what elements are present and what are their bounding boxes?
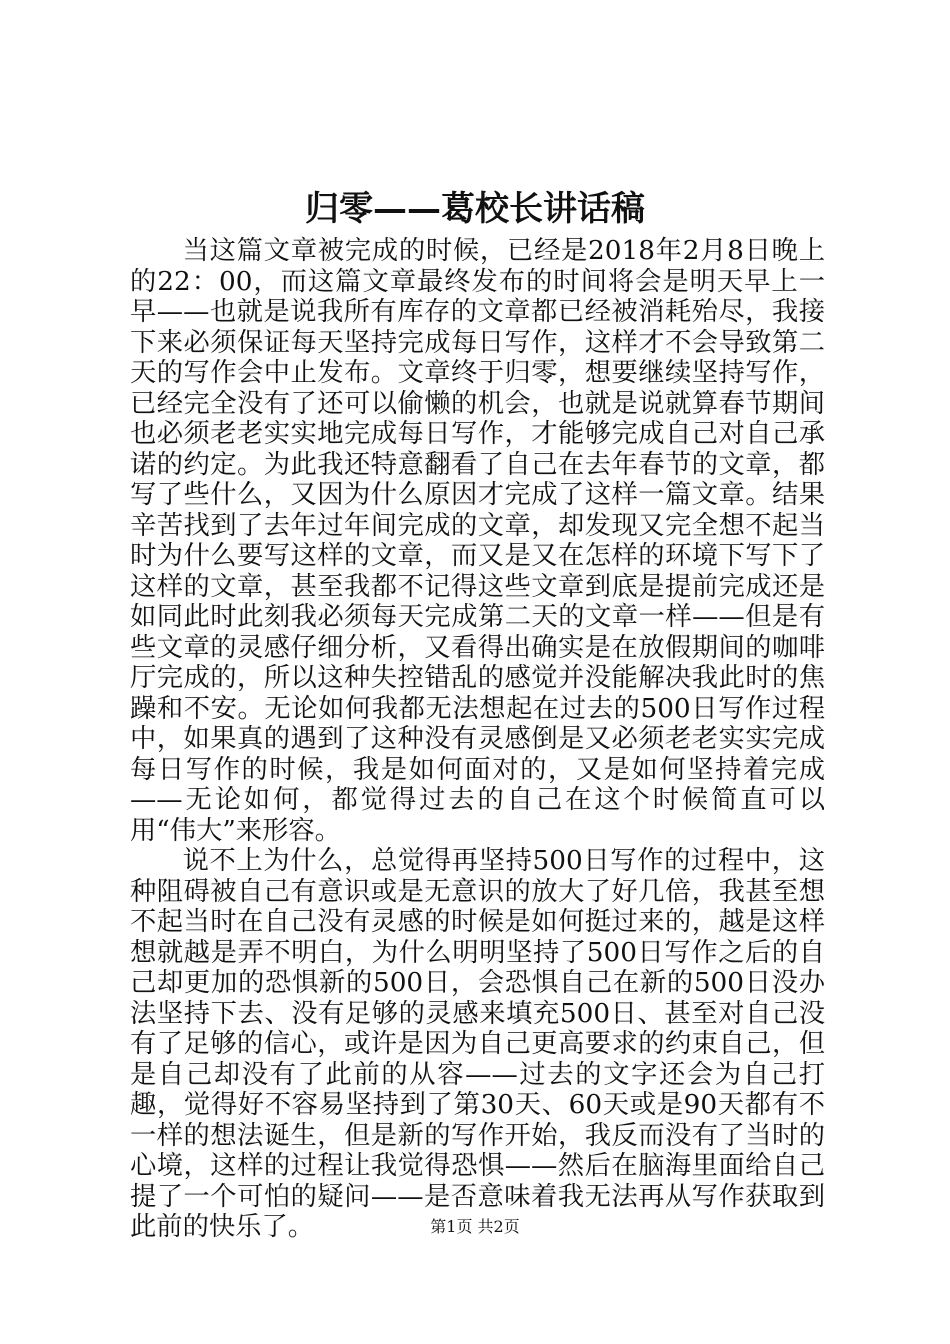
document-title: 归零——葛校长讲话稿 — [305, 189, 645, 229]
document-body — [130, 236, 825, 1243]
paragraph-1: 当这篇文章被完成的时候，已经是2018年2月8日晚上的22：00，而这篇文章最终发布的时间将会是明天早上一早——也就是说我所有库存的文章都已经被消耗殆尽，我接下来必须保证每天坚持完成每日写作，这样才不会导致第二天的写作会中止发布。文章终于归零，想要继续坚持写作，已经完全没有了还可以偷懒的机会，也就是说就算春节期间也必须老老实实地完成每日写作，才能够完成自己对自己承诺的约定。为此我还特意翻看了自己在去年春节的文章，都写了些什么，又因为什么原因才完成了这样一篇文章。结果辛苦找到了去年过年间完成的文章，却发现又完全想不起当时为什么要写这样的文章，而又是又在怎样的环境下写下了这样的文章，甚至我都不记得这些文章到底是提前完成还是如同此时此刻我必须每天完成第二天的文章一样——但是有些文章的灵感仔细分析，又看得出确实是在放假期间的咖啡厅完成的，所以这种失控错乱的感觉并没能解决我此时的焦躁和不安。无论如何我都无法想起在过去的500日写作过程中，如果真的遇到了这种没有灵感倒是又必须老老实实完成每日写作的时候，我是如何面对的，又是如何坚持着完成——无论如何，都觉得过去的自己在这个时候简直可以用“伟大”来形容。 — [130, 236, 825, 846]
page-number-footer: 第1页 共2页 — [430, 1217, 520, 1236]
paragraph-2: 说不上为什么，总觉得再坚持500日写作的过程中，这种阻碍被自己有意识或是无意识的放大了好几倍，我甚至想不起当时在自己没有灵感的时候是如何挺过来的，越是这样想就越是弄不明白，为什么明明坚持了500日写作之后的自己却更加的恐惧新的500日，会恐惧自己在新的500日没办法坚持下去、没有足够的灵感来填充500日、甚至对自己没有了足够的信心，或许是因为自己更高要求的约束自己，但是自己却没有了此前的从容——过去的文字还会为自己打趣，觉得好不容易坚持到了第30天、60天或是90天都有不一样的想法诞生，但是新的写作开始，我反而没有了当时的心境，这样的过程让我觉得恐惧——然后在脑海里面给自己提了一个可怕的疑问——是否意味着我无法再从写作获取到此前的快乐了。 — [130, 846, 825, 1242]
